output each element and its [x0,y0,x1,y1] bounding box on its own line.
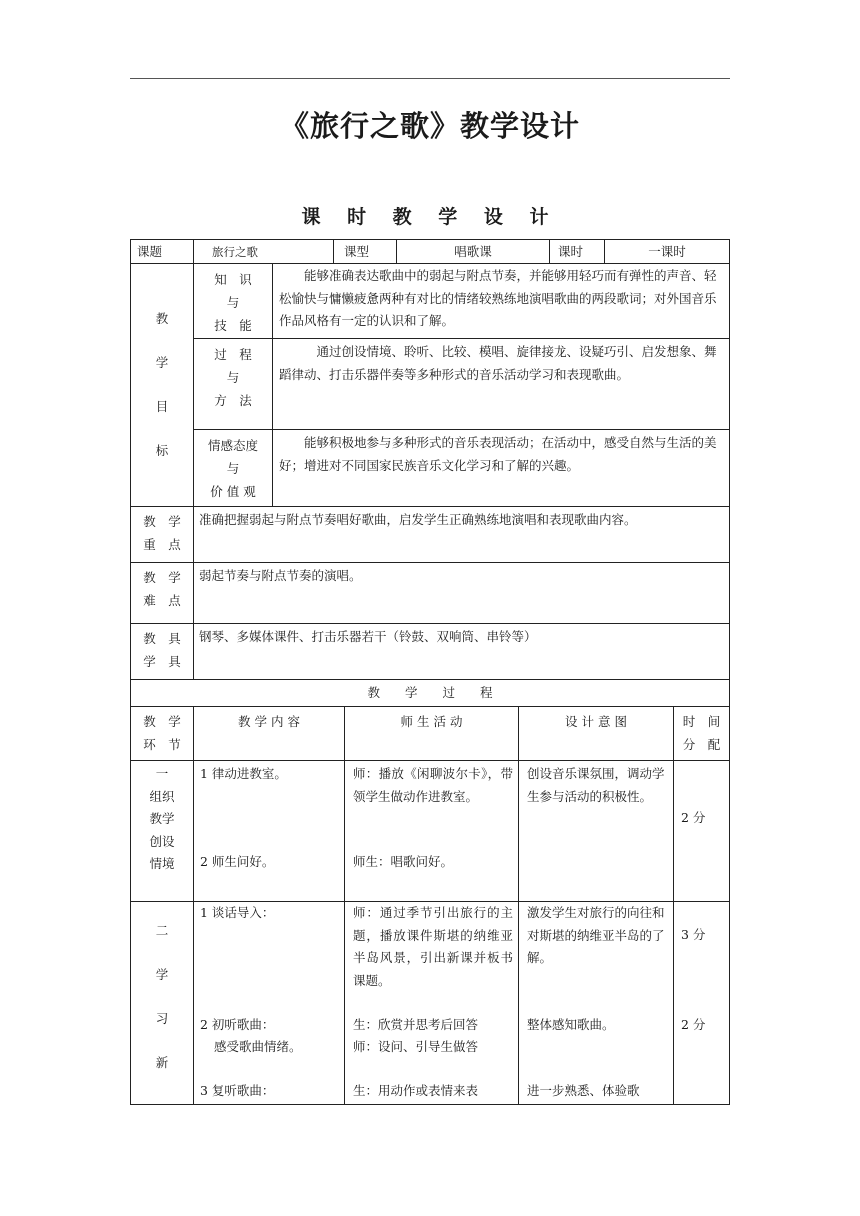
stage2-activity-2b: 师：设问、引导生做答 [353,1039,479,1054]
objective-knowledge-label: 知 识 与 技 能 [193,263,273,339]
header-intent: 设 计 意 图 [518,706,674,761]
difficulty-label: 教 学 难 点 [130,562,194,624]
stage1-activity-1: 师：播放《闲聊波尔卡》，带领学生做动作进教室。 [353,766,513,804]
topic-label: 课题 [130,239,194,264]
tools-label: 教 具 学 具 [130,623,194,680]
topic-value: 旅行之歌 [193,239,334,264]
objective-process-label: 过 程 与 方 法 [193,338,273,430]
stage1-activity-2: 师生：唱歌问好。 [353,854,454,869]
stage1-content-1: 1 律动进教室。 [200,766,287,781]
stage2-intent-2: 整体感知歌曲。 [527,1017,615,1032]
page-title: 《旅行之歌》教学设计 [279,109,580,143]
stage2-activity-cell [344,901,519,1105]
header-stage: 教 学 环 节 [130,706,194,761]
process-title: 教 学 过 程 [130,679,730,707]
stage1-time-cell [673,760,730,902]
stage2-content-2b: 感受歌曲情绪。 [214,1039,302,1054]
stage1-intent: 创设音乐课氛围，调动学生参与活动的积极性。 [518,760,674,902]
objective-emotion-label: 情感态度 与 价 值 观 [193,429,273,507]
hours-label: 课时 [549,239,605,264]
stage1-content-cell [193,760,345,902]
stage1-activity-cell [344,760,519,902]
stage2-label: 二 学 习 新 [130,901,194,1105]
objective-knowledge-text: 能够准确表达歌曲中的弱起与附点节奏，并能够用轻巧而有弹性的声音、轻松愉快与慵懒疲惫两种有对比的情绪较熟练地演唱歌曲的两段歌词；对外国音乐作品风格有一定的认识和了解。 [272,263,730,339]
objectives-label: 教 学 目 标 [130,263,194,507]
difficulty-text: 弱起节奏与附点节奏的演唱。 [193,562,730,624]
objective-emotion-text: 能够积极地参与多种形式的音乐表现活动；在活动中，感受自然与生活的美好；增进对不同国家民族音乐文化学习和了解的兴趣。 [272,429,730,507]
page-subtitle: 课 时 教 学 设 计 [301,206,559,228]
hours-value: 一课时 [604,239,730,264]
stage2-content-cell [193,901,345,1105]
stage2-intent-1: 激发学生对旅行的向往和对斯堪的纳维亚半岛的了解。 [527,905,665,965]
stage2-activity-1: 师：通过季节引出旅行的主题，播放课件斯堪的纳维亚半岛风景，引出新课并板书课题。 [353,905,513,988]
tools-text: 钢琴、多媒体课件、打击乐器若干（铃鼓、双响筒、串铃等） [193,623,730,680]
stage2-activity-3: 生：用动作或表情来表 [353,1083,479,1098]
stage2-content-2: 2 初听歌曲： [200,1017,275,1032]
type-value: 唱歌课 [396,239,550,264]
stage1-time: 2 分 [681,810,706,825]
stage2-time-1: 3 分 [681,927,706,942]
stage1-label: 一 组织 教学 创设 情境 [130,760,194,902]
objective-process-text: 通过创设情境、聆听、比较、模唱、旋律接龙、设疑巧引、启发想象、舞蹈律动、打击乐器伴奏等多种形式的音乐活动学习和表现歌曲。 [272,338,730,430]
stage2-intent-3: 进一步熟悉、体验歌 [527,1083,640,1098]
stage2-time-2: 2 分 [681,1017,706,1032]
header-rule [130,78,730,79]
stage2-content-1: 1 谈话导入： [200,905,275,920]
stage2-activity-2: 生：欣赏并思考后回答 [353,1017,479,1032]
type-label: 课型 [333,239,397,264]
stage2-content-3: 3 复听歌曲： [200,1083,275,1098]
stage1-content-2: 2 师生问好。 [200,854,275,869]
key-point-text: 准确把握弱起与附点节奏唱好歌曲，启发学生正确熟练地演唱和表现歌曲内容。 [193,506,730,563]
header-activity: 师 生 活 动 [344,706,519,761]
header-time: 时 间 分 配 [673,706,730,761]
header-content: 教 学 内 容 [193,706,345,761]
stage2-intent-cell [518,901,674,1105]
key-point-label: 教 学 重 点 [130,506,194,563]
stage2-time-cell [673,901,730,1105]
